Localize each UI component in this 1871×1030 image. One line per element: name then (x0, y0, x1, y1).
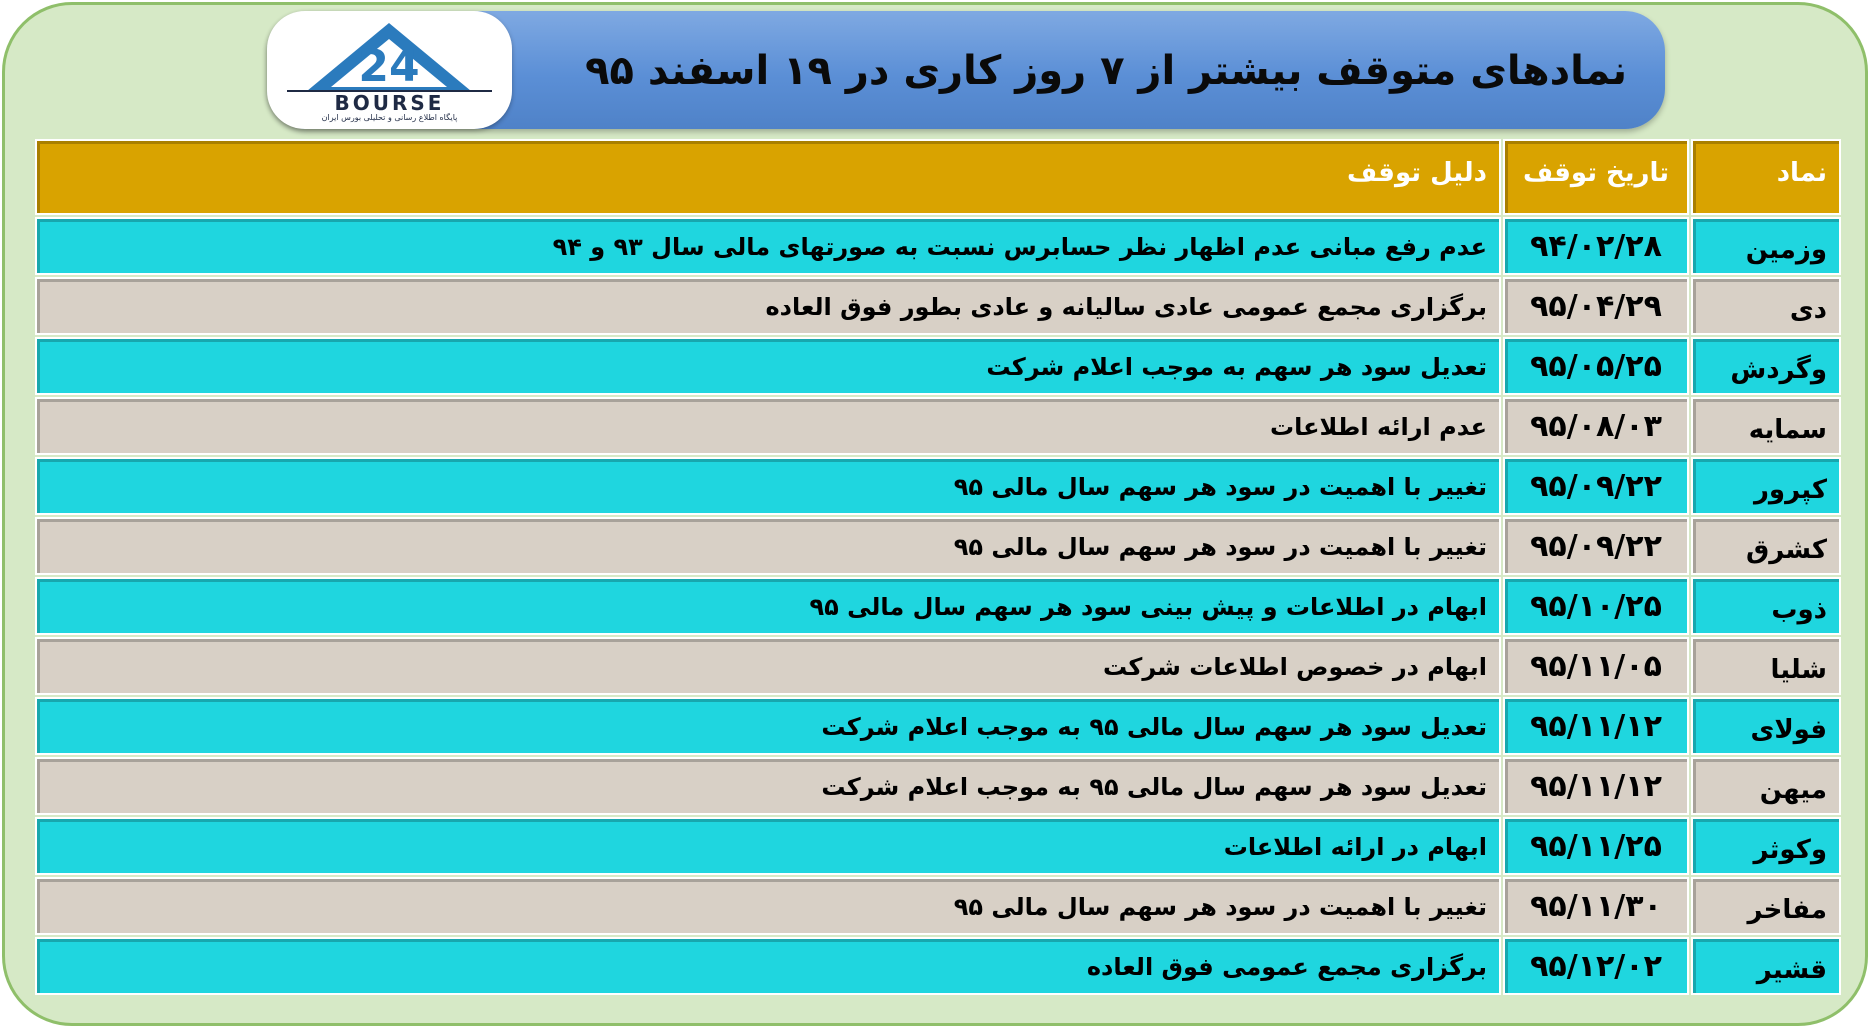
header-reason: دلیل توقف (35, 139, 1501, 215)
date-cell: ۹۴/۰۲/۲۸ (1503, 217, 1689, 275)
symbol-cell: شلیا (1691, 637, 1841, 695)
symbol-cell: فولای (1691, 697, 1841, 755)
date-cell: ۹۵/۱۱/۱۲ (1503, 697, 1689, 755)
date-cell: ۹۵/۱۱/۲۵ (1503, 817, 1689, 875)
header-date: تاریخ توقف (1503, 139, 1689, 215)
table-row (35, 517, 1841, 575)
table-row (35, 217, 1841, 275)
symbol-cell: قشیر (1691, 937, 1841, 995)
reason-cell: تعدیل سود هر سهم به موجب اعلام شرکت (35, 337, 1501, 395)
page-frame (2, 2, 1868, 1026)
date-cell: ۹۵/۰۹/۲۲ (1503, 457, 1689, 515)
reason-cell: ابهام در خصوص اطلاعات شرکت (35, 637, 1501, 695)
table-row (35, 937, 1841, 995)
table-row (35, 397, 1841, 455)
header-symbol: نماد (1691, 139, 1841, 215)
table-row (35, 577, 1841, 635)
table-row (35, 757, 1841, 815)
date-cell: ۹۵/۱۰/۲۵ (1503, 577, 1689, 635)
reason-cell: برگزاری مجمع عمومی فوق العاده (35, 937, 1501, 995)
reason-cell: تغییر با اهمیت در سود هر سهم سال مالی ۹۵ (35, 877, 1501, 935)
symbol-cell: مفاخر (1691, 877, 1841, 935)
reason-cell: عدم رفع مبانی عدم اظهار نظر حسابرس نسبت به صورتهای مالی سال ۹۳ و ۹۴ (35, 217, 1501, 275)
table-row (35, 877, 1841, 935)
symbol-cell: وزمین (1691, 217, 1841, 275)
reason-cell: تعدیل سود هر سهم سال مالی ۹۵ به موجب اعلام شرکت (35, 697, 1501, 755)
logo-wordmark: BOURSE (334, 91, 445, 115)
symbol-cell: دی (1691, 277, 1841, 335)
reason-cell: تغییر با اهمیت در سود هر سهم سال مالی ۹۵ (35, 457, 1501, 515)
symbol-cell: وگردش (1691, 337, 1841, 395)
date-cell: ۹۵/۰۹/۲۲ (1503, 517, 1689, 575)
reason-cell: عدم ارائه اطلاعات (35, 397, 1501, 455)
symbol-cell: سمایه (1691, 397, 1841, 455)
reason-cell: تعدیل سود هر سهم سال مالی ۹۵ به موجب اعلام شرکت (35, 757, 1501, 815)
reason-cell: تغییر با اهمیت در سود هر سهم سال مالی ۹۵ (35, 517, 1501, 575)
date-cell: ۹۵/۱۱/۳۰ (1503, 877, 1689, 935)
date-cell: ۹۵/۰۴/۲۹ (1503, 277, 1689, 335)
svg-text:24: 24 (358, 41, 420, 92)
table-row (35, 337, 1841, 395)
date-cell: ۹۵/۰۸/۰۳ (1503, 397, 1689, 455)
table-row (35, 817, 1841, 875)
table-row (35, 457, 1841, 515)
page-title: نمادهای متوقف بیشتر از ۷ روز کاری در ۱۹ اسفند ۹۵ (585, 48, 1627, 94)
symbol-cell: وکوثر (1691, 817, 1841, 875)
table-row (35, 697, 1841, 755)
reason-cell: ابهام در ارائه اطلاعات (35, 817, 1501, 875)
bourse-logo (267, 11, 512, 129)
table-row (35, 277, 1841, 335)
date-cell: ۹۵/۱۱/۰۵ (1503, 637, 1689, 695)
date-cell: ۹۵/۱۱/۱۲ (1503, 757, 1689, 815)
symbol-cell: کپرور (1691, 457, 1841, 515)
date-cell: ۹۵/۱۲/۰۲ (1503, 937, 1689, 995)
symbol-cell: ذوب (1691, 577, 1841, 635)
reason-cell: ابهام در اطلاعات و پیش بینی سود هر سهم سال مالی ۹۵ (35, 577, 1501, 635)
logo-tagline: پایگاه اطلاع رسانی و تحلیلی بورس ایران (321, 113, 458, 122)
symbol-cell: کشرق (1691, 517, 1841, 575)
table-row (35, 637, 1841, 695)
symbol-cell: میهن (1691, 757, 1841, 815)
table-header-row (35, 139, 1841, 215)
date-cell: ۹۵/۰۵/۲۵ (1503, 337, 1689, 395)
reason-cell: برگزاری مجمع عمومی عادی سالیانه و عادی بطور فوق العاده (35, 277, 1501, 335)
